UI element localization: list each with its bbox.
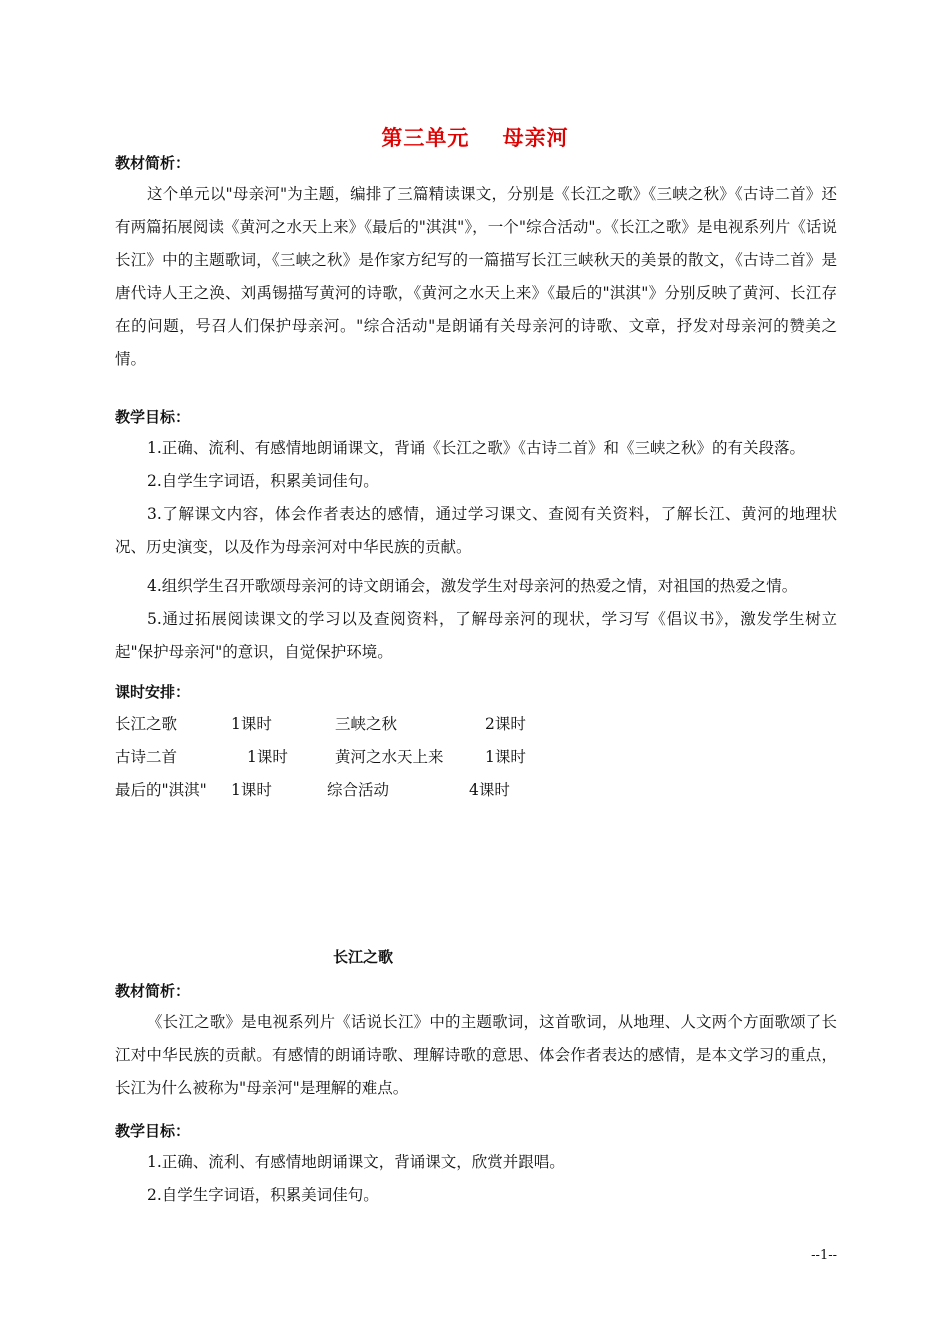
lesson-analysis-heading: 教材简析： [115, 982, 191, 1000]
unit-goal-1: 1.正确、流利、有感情地朗诵课文，背诵《长江之歌》《古诗二首》和《三峡之秋》的有关段落。 [147, 439, 806, 457]
lesson-goal-2: 2.自学生字词语，积累美词佳句。 [147, 1186, 379, 1204]
unit-analysis-paragraph: 这个单元以"母亲河"为主题，编排了三篇精读课文，分别是《长江之歌》《三峡之秋》《古诗二首》还有两篇拓展阅读《黄河之水天上来》《最后的"淇淇"》，一个"综合活动"。《长江之歌》是电视系列片《话说长江》中的主题歌词，《三峡之秋》是作家方纪写的一篇描写长江三峡秋天的美景的散文，《古诗二首》是唐代诗人王之涣、刘禹锡描写黄河的诗歌，《黄河之水天上来》《最后的"淇淇"》分别反映了黄河、长江存在的问题，号召人们保护母亲河。"综合活动"是朗诵有关母亲河的诗歌、文章，抒发对母亲河的赞美之情。 [115, 185, 837, 368]
lesson-goals-heading: 教学目标： [115, 1122, 191, 1140]
lesson-analysis-paragraph: 《长江之歌》是电视系列片《话说长江》中的主题歌词，这首歌词，从地理、人文两个方面歌颂了长江对中华民族的贡献。有感情的朗诵诗歌、理解诗歌的意思、体会作者表达的感情，是本文学习的重点，长江为什么被称为"母亲河"是理解的难点。 [115, 1013, 837, 1097]
schedule-hours: 1课时 [485, 748, 526, 766]
unit-goal-3: 3.了解课文内容，体会作者表达的感情，通过学习课文、查阅有关资料，了解长江、黄河的地理状况、历史演变，以及作为母亲河对中华民族的贡献。 [115, 505, 837, 556]
unit-analysis-heading: 教材简析： [115, 154, 191, 172]
schedule-lesson-name: 古诗二首 [115, 748, 178, 766]
schedule-heading: 课时安排： [115, 683, 191, 701]
schedule-row [115, 745, 615, 767]
schedule-row [115, 712, 615, 734]
unit-goal-5: 5.通过拓展阅读课文的学习以及查阅资料，了解母亲河的现状，学习写《倡议书》，激发学生树立起"保护母亲河"的意识，自觉保护环境。 [115, 610, 837, 661]
unit-title: 第三单元 母亲河 [381, 126, 569, 150]
schedule-hours: 2课时 [485, 715, 526, 733]
schedule-row [115, 778, 615, 800]
schedule-lesson-name: 长江之歌 [115, 715, 178, 733]
schedule-hours: 1课时 [231, 715, 272, 733]
schedule-lesson-name: 三峡之秋 [335, 715, 398, 733]
unit-goal-4: 4.组织学生召开歌颂母亲河的诗文朗诵会，激发学生对母亲河的热爱之情，对祖国的热爱之情。 [147, 577, 798, 595]
unit-goals-heading: 教学目标： [115, 408, 191, 426]
schedule-hours: 1课时 [231, 781, 272, 799]
schedule-hours: 4课时 [469, 781, 510, 799]
lesson-title: 长江之歌 [333, 948, 394, 966]
lesson-goal-1: 1.正确、流利、有感情地朗诵课文，背诵课文，欣赏并跟唱。 [147, 1153, 565, 1171]
unit-goal-2: 2.自学生字词语，积累美词佳句。 [147, 472, 379, 490]
schedule-lesson-name: 综合活动 [327, 781, 390, 799]
schedule-lesson-name: 最后的"淇淇" [115, 781, 207, 799]
page-number: --1-- [811, 1248, 837, 1263]
schedule-lesson-name: 黄河之水天上来 [335, 748, 444, 766]
schedule-hours: 1课时 [247, 748, 288, 766]
